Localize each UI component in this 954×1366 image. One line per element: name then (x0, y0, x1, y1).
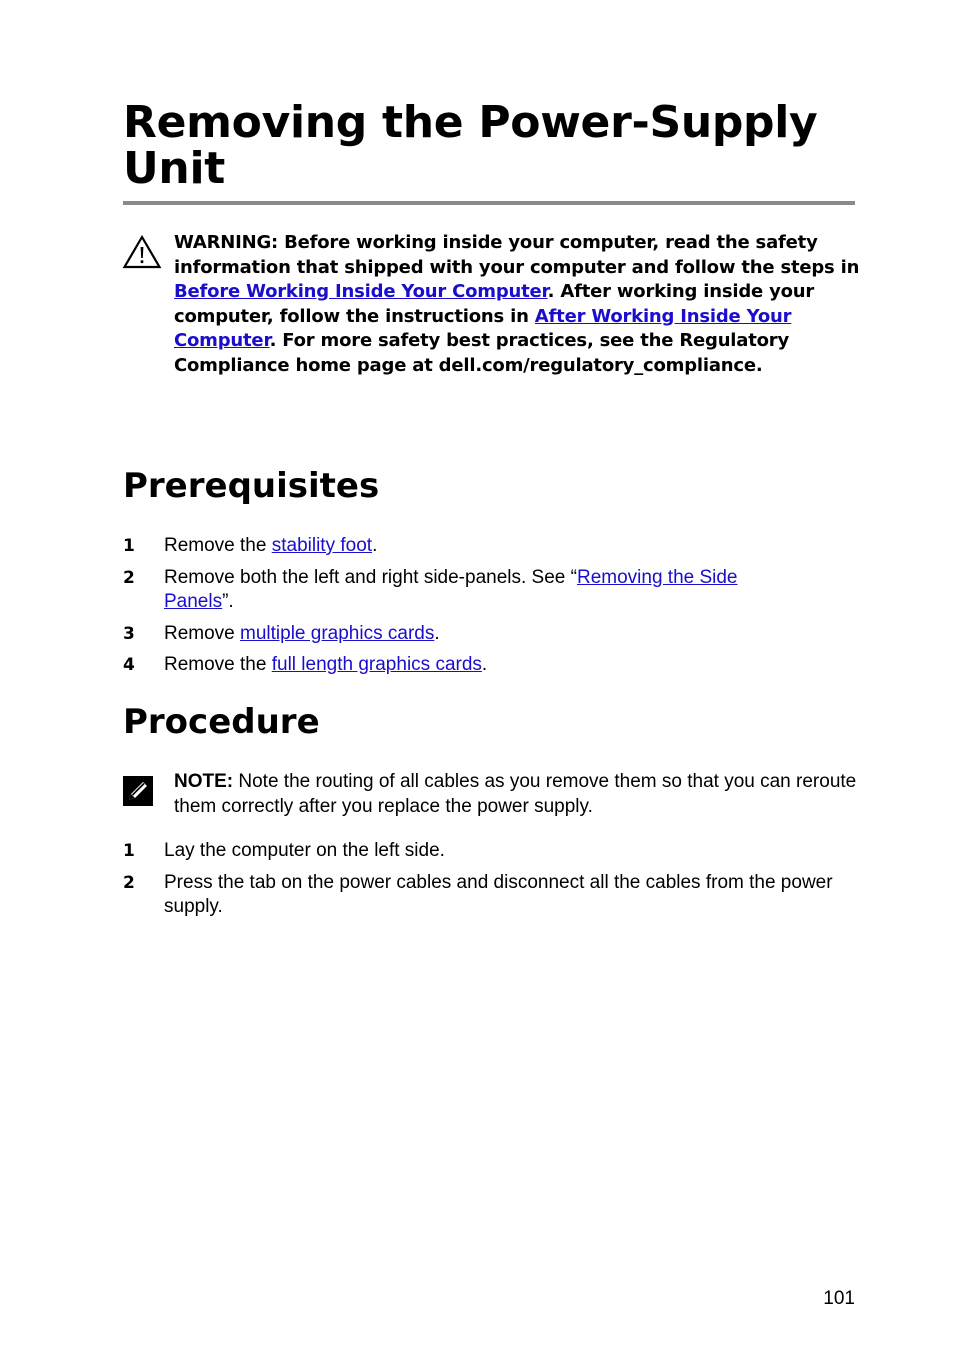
full-length-graphics-cards-link[interactable]: full length graphics cards (271, 654, 482, 675)
item-text-post: . (372, 535, 378, 556)
warning-text-part1: WARNING: Before working inside your computer, read the safety information that shipped with your computer and follow the steps in (174, 232, 860, 278)
item-number: 2 (123, 568, 135, 588)
item-number: 4 (123, 655, 135, 675)
warning-text-part2: . After working inside your computer, follow the instructions in (174, 281, 815, 327)
item-text (164, 566, 794, 614)
step-text: Press the tab on the power cables and disconnect all the cables from the power supply. (164, 872, 833, 917)
warning-text (174, 231, 864, 379)
item-text-post: ”. (222, 591, 234, 612)
page-number: 101 (823, 1288, 855, 1309)
note-body: Note the routing of all cables as you remove them so that you can reroute them correctly after you replace the power supply. (174, 771, 857, 817)
item-text-pre: Remove the (164, 654, 272, 675)
item-text-pre: Remove both the left and right side-panels. See “ (164, 567, 577, 588)
item-text (164, 653, 824, 677)
step-number: 2 (123, 873, 135, 893)
procedure-heading: Procedure (123, 702, 320, 742)
item-text-pre: Remove (164, 623, 241, 644)
title-divider (123, 201, 855, 205)
after-working-inside-link[interactable]: After Working Inside Your Computer (174, 305, 792, 352)
note-label: NOTE: (174, 771, 234, 792)
item-number: 3 (123, 624, 135, 644)
item-text (164, 622, 824, 646)
removing-side-panels-link[interactable]: Removing the Side Panels (164, 567, 738, 612)
item-text (164, 534, 824, 558)
prerequisites-heading: Prerequisites (123, 466, 380, 506)
stability-foot-link[interactable]: stability foot (271, 535, 373, 556)
item-text-pre: Remove the (164, 535, 272, 556)
step-text: Lay the computer on the left side. (164, 840, 445, 861)
before-working-inside-link[interactable]: Before Working Inside Your Computer (174, 281, 548, 303)
item-text-post: . (481, 654, 488, 675)
warning-triangle-icon (122, 234, 162, 270)
note-pencil-icon (123, 776, 153, 806)
multiple-graphics-cards-link[interactable]: multiple graphics cards (240, 623, 435, 644)
note-text (174, 769, 864, 819)
step-number: 1 (123, 841, 135, 861)
page-title: Removing the Power-Supply Unit (123, 97, 818, 194)
warning-text-part3: . For more safety best practices, see the Regulatory Compliance home page at dell.com/regulatory_compliance. (174, 330, 790, 376)
item-text-post: . (434, 623, 440, 644)
item-number: 1 (123, 536, 135, 556)
